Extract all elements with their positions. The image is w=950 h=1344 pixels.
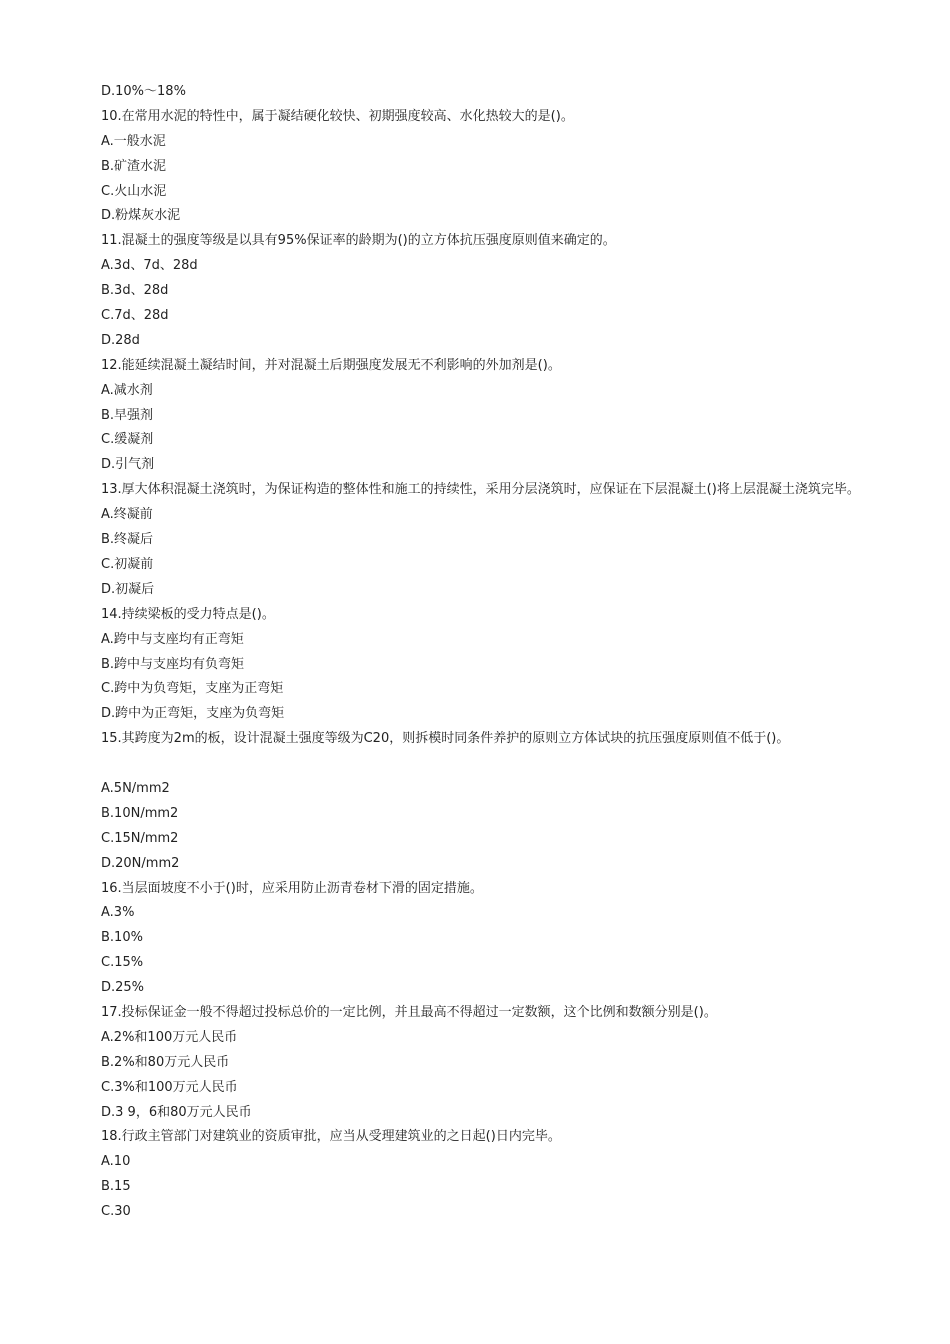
option-line: D.跨中为正弯矩，支座为负弯矩 [101, 706, 285, 722]
option-line: A.2%和100万元人民币 [101, 1029, 238, 1045]
question-10: 10.在常用水泥的特性中，属于凝结硬化较快、初期强度较高、水化热较大的是()。 [101, 108, 574, 124]
option-line: A.3% [101, 905, 135, 921]
question-13: 13.厚大体积混凝土浇筑时，为保证构造的整体性和施工的持续性，采用分层浇筑时，应保证在下层混凝土()将上层混凝土浇筑完毕。 [101, 482, 860, 498]
option-line: C.跨中为负弯矩，支座为正弯矩 [101, 681, 284, 697]
option-line: C.7d、28d [101, 308, 169, 324]
document-page [0, 80, 950, 1225]
question-12: 12.能延续混凝土凝结时间，并对混凝土后期强度发展无不利影响的外加剂是()。 [101, 357, 561, 373]
option-line: D.粉煤灰水泥 [101, 208, 181, 224]
blank-line [0, 752, 950, 777]
option-line: A.跨中与支座均有正弯矩 [101, 631, 244, 647]
option-line: C.缓凝剂 [101, 432, 154, 448]
option-line: A.3d、7d、28d [101, 258, 198, 274]
option-line: A.一般水泥 [101, 133, 166, 149]
option-line: C.3%和100万元人民币 [101, 1079, 238, 1095]
question-11: 11.混凝土的强度等级是以具有95%保证率的龄期为()的立方体抗压强度原则值来确定的。 [101, 233, 616, 249]
question-17: 17.投标保证金一般不得超过投标总价的一定比例，并且最高不得超过一定数额，这个比例和数额分别是()。 [101, 1004, 717, 1020]
option-line: B.3d、28d [101, 283, 169, 299]
question-14: 14.持续梁板的受力特点是()。 [101, 606, 275, 622]
option-line: D.初凝后 [101, 581, 155, 597]
question-15: 15.其跨度为2m的板，设计混凝土强度等级为C20，则拆模时同条件养护的原则立方体试块的抗压强度原则值不低于()。 [101, 731, 790, 747]
option-line: B.15 [101, 1179, 131, 1195]
option-line: B.10% [101, 930, 143, 946]
option-line: B.早强剂 [101, 407, 154, 423]
option-line: D.3 9，6和80万元人民币 [101, 1104, 252, 1120]
option-line: A.10 [101, 1154, 131, 1170]
text-line: D.10%～18% [101, 84, 186, 99]
option-line: C.初凝前 [101, 556, 154, 572]
option-line: D.28d [101, 332, 140, 348]
option-line: B.2%和80万元人民币 [101, 1054, 230, 1070]
option-line: D.引气剂 [101, 457, 155, 473]
question-16: 16.当层面坡度不小于()时，应采用防止沥青卷材下滑的固定措施。 [101, 880, 483, 896]
option-line: D.25% [101, 980, 145, 996]
option-line: B.10N/mm2 [101, 805, 179, 821]
option-line: D.20N/mm2 [101, 855, 180, 871]
option-line: C.15N/mm2 [101, 830, 179, 846]
question-18: 18.行政主管部门对建筑业的资质审批，应当从受理建筑业的之日起()日内完毕。 [101, 1129, 561, 1145]
option-line: C.15% [101, 955, 144, 971]
option-line: C.火山水泥 [101, 183, 167, 199]
option-line: B.跨中与支座均有负弯矩 [101, 656, 245, 672]
option-line: A.终凝前 [101, 507, 153, 523]
option-line: A.5N/mm2 [101, 780, 170, 796]
option-line: C.30 [101, 1204, 131, 1220]
option-line: B.终凝后 [101, 532, 154, 548]
option-line: B.矿渣水泥 [101, 158, 167, 174]
option-line: A.减水剂 [101, 382, 153, 398]
